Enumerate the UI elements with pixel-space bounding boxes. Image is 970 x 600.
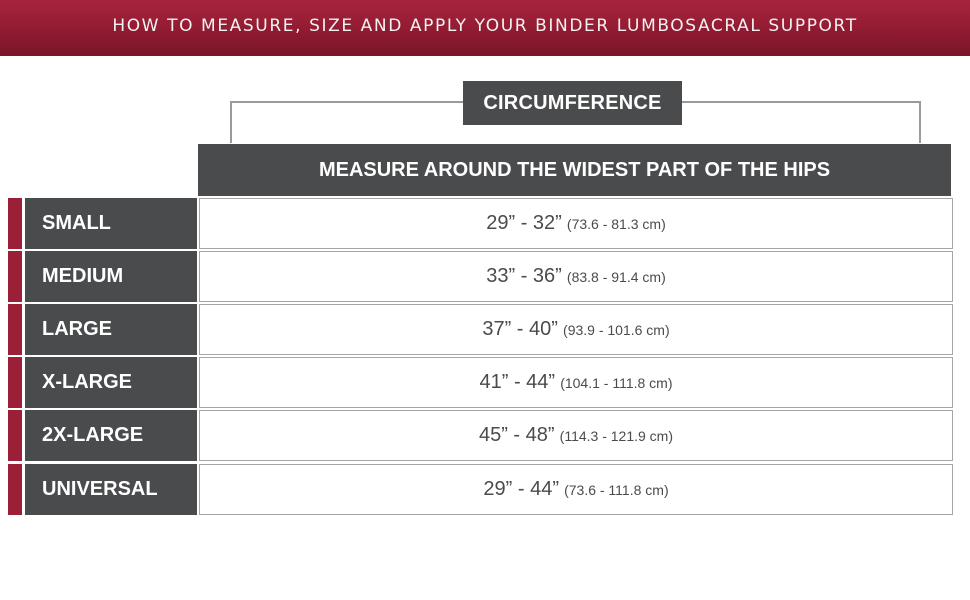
measure-instruction-header: MEASURE AROUND THE WIDEST PART OF THE HIPS [198, 144, 951, 196]
row-accent-bar [8, 304, 22, 355]
row-accent-bar [8, 251, 22, 302]
inch-range: 33” - 36” [486, 265, 562, 287]
size-row-universal [8, 464, 953, 515]
size-label: LARGE [25, 304, 197, 355]
inch-range: 41” - 44” [479, 371, 556, 393]
size-row-small [8, 198, 953, 249]
cm-range: (114.3 - 121.9 cm) [559, 428, 674, 444]
row-accent-bar [8, 464, 22, 515]
cm-range: (73.6 - 111.8 cm) [564, 482, 669, 498]
header-banner [0, 0, 970, 56]
page-title: HOW TO MEASURE, SIZE AND APPLY YOUR BINDER LUMBOSACRAL SUPPORT [112, 16, 858, 36]
measurement-cell [199, 251, 953, 302]
cm-range: (83.8 - 91.4 cm) [566, 269, 666, 285]
cm-range: (104.1 - 111.8 cm) [560, 375, 673, 391]
size-row-large [8, 304, 953, 355]
inch-range: 29” - 32” [486, 212, 562, 234]
size-label: SMALL [25, 198, 197, 249]
measurement-cell [199, 357, 953, 408]
measurement-cell [199, 304, 953, 355]
inch-range: 29” - 44” [483, 478, 559, 500]
size-label: MEDIUM [25, 251, 197, 302]
measurement-cell [199, 198, 953, 249]
row-accent-bar [8, 198, 22, 249]
cm-range: (73.6 - 81.3 cm) [566, 216, 666, 232]
inch-range: 45” - 48” [478, 424, 555, 446]
size-row-2x-large [8, 410, 953, 461]
size-row-medium [8, 251, 953, 302]
size-label: UNIVERSAL [25, 464, 197, 515]
row-accent-bar [8, 410, 22, 461]
size-label: 2X-LARGE [25, 410, 197, 461]
inch-range: 37” - 40” [482, 318, 558, 340]
cm-range: (93.9 - 101.6 cm) [563, 322, 670, 338]
measurement-cell [199, 410, 953, 461]
circumference-label: CIRCUMFERENCE [463, 81, 682, 125]
size-row-x-large [8, 357, 953, 408]
row-accent-bar [8, 357, 22, 408]
size-label: X-LARGE [25, 357, 197, 408]
measurement-cell [199, 464, 953, 515]
